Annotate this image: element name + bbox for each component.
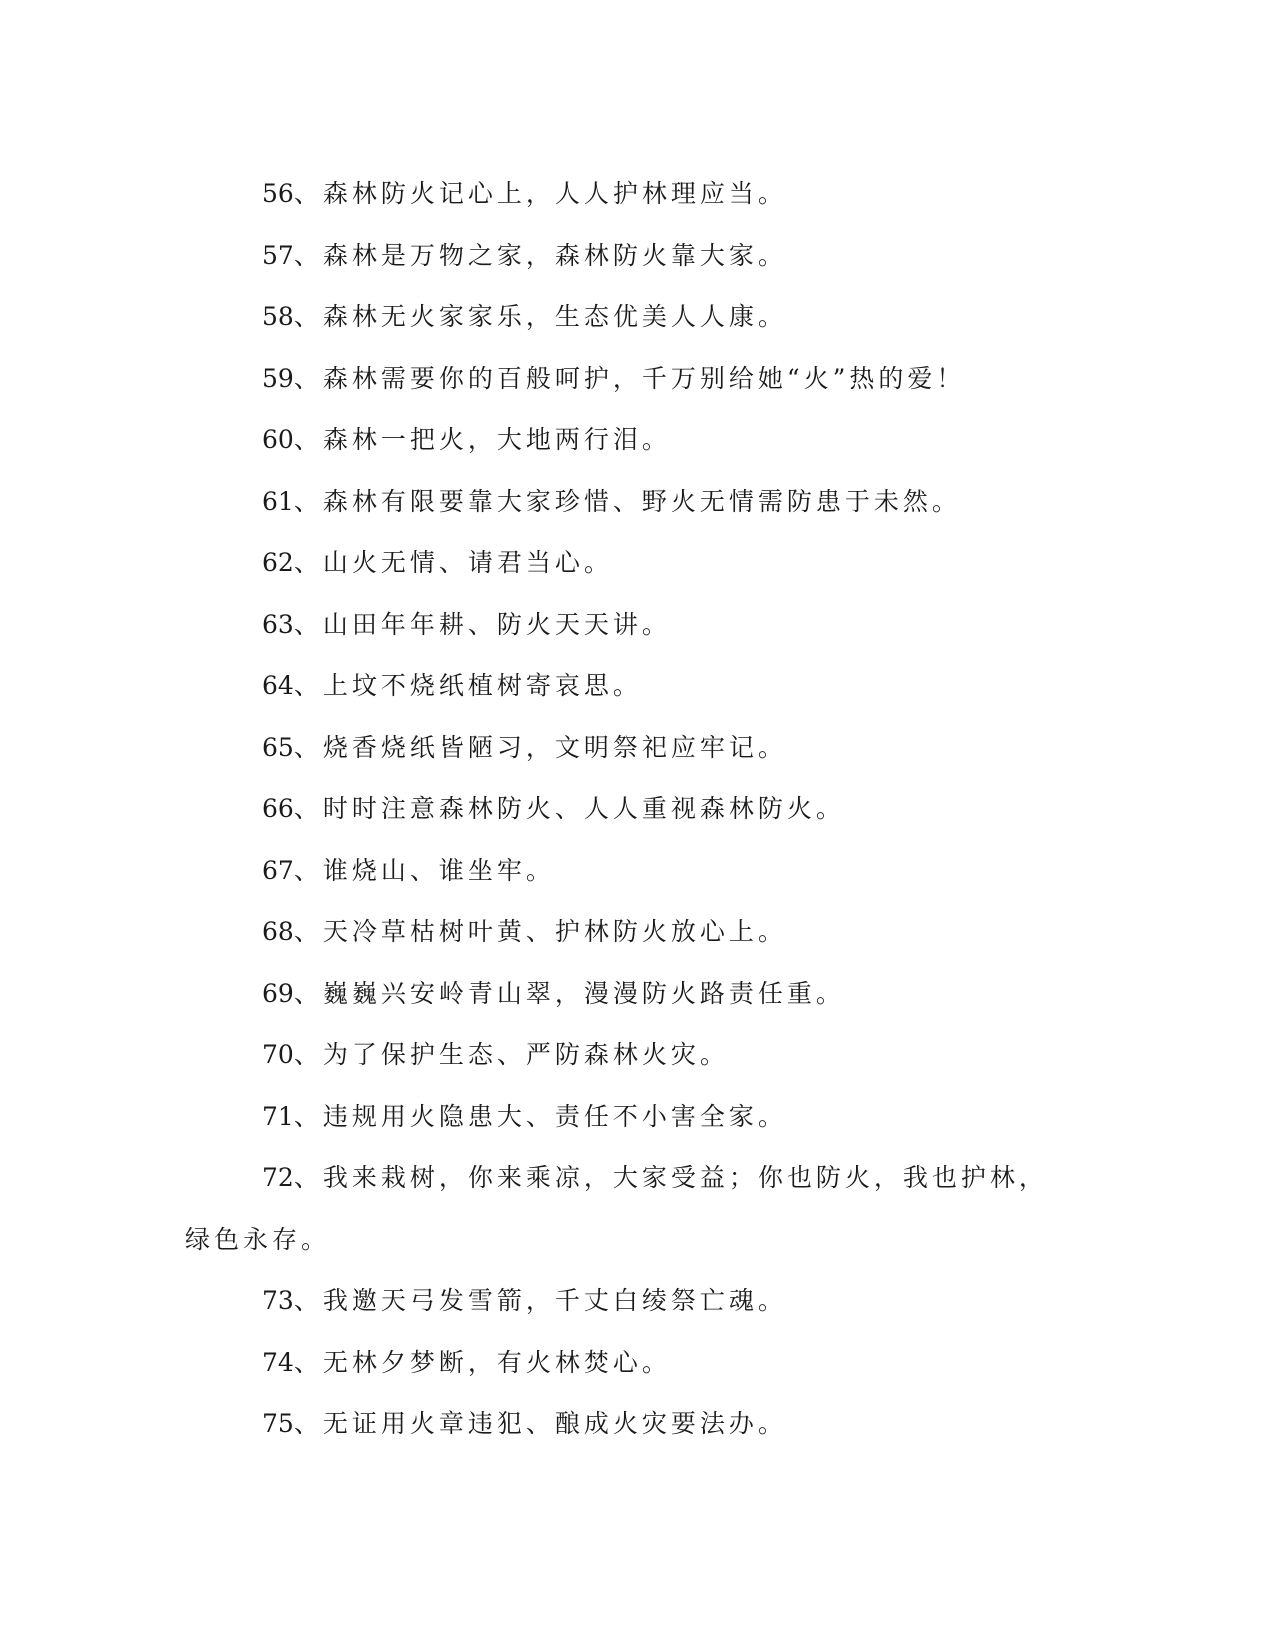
- slogan-item-72: [185, 1147, 1075, 1270]
- slogan-text: 、山火无情、请君当心。: [293, 548, 613, 577]
- slogan-item-66: [185, 778, 1075, 840]
- slogan-number: 67: [262, 855, 294, 885]
- slogan-number: 57: [262, 240, 294, 270]
- slogan-number: 61: [262, 486, 294, 516]
- slogan-number: 75: [262, 1409, 294, 1438]
- slogan-number: 68: [262, 917, 294, 946]
- slogan-item-68: [185, 901, 1075, 963]
- slogan-item-59: [185, 348, 1075, 410]
- slogan-item-69: [185, 963, 1075, 1025]
- slogan-text: 、时时注意森林防火、人人重视森林防火。: [293, 794, 845, 823]
- slogan-item-57: [185, 225, 1075, 287]
- slogan-number: 71: [262, 1101, 294, 1131]
- slogan-text: 、森林是万物之家，森林防火靠大家。: [293, 240, 787, 270]
- slogan-number: 70: [262, 1040, 294, 1069]
- slogan-text: 、巍巍兴安岭青山翠，漫漫防火路责任重。: [293, 978, 845, 1008]
- slogan-text: 、为了保护生态、严防森林火灾。: [293, 1040, 729, 1069]
- slogan-number: 60: [262, 425, 294, 454]
- slogan-item-63: [185, 594, 1075, 656]
- slogan-item-65: [185, 717, 1075, 779]
- slogan-item-73: [185, 1270, 1075, 1332]
- slogan-number: 72: [262, 1163, 294, 1192]
- slogan-item-56: [185, 163, 1075, 225]
- slogan-text: 、烧香烧纸皆陋习，文明祭祀应牢记。: [293, 732, 787, 762]
- slogan-number: 74: [262, 1347, 294, 1377]
- slogan-text: 、无林夕梦断，有火林焚心。: [293, 1347, 671, 1377]
- slogan-text: 、我邀天弓发雪箭，千丈白绫祭亡魂。: [293, 1286, 787, 1315]
- slogan-list: [185, 163, 1075, 1455]
- slogan-number: 64: [262, 671, 294, 700]
- slogan-number: 66: [262, 794, 294, 823]
- slogan-text: 、天冷草枯树叶黄、护林防火放心上。: [293, 917, 787, 946]
- slogan-number: 59: [262, 363, 294, 393]
- slogan-text: 、森林需要你的百般呵护，千万别给她“火”热的爱！: [293, 363, 966, 393]
- slogan-text: 、森林无火家家乐，生态优美人人康。: [293, 302, 787, 331]
- slogan-text: 、无证用火章违犯、酿成火灾要法办。: [293, 1409, 787, 1438]
- slogan-text: 、违规用火隐患大、责任不小害全家。: [293, 1101, 787, 1131]
- slogan-item-62: [185, 532, 1075, 594]
- slogan-number: 69: [262, 978, 294, 1008]
- slogan-text: 、森林有限要靠大家珍惜、野火无情需防患于未然。: [293, 486, 961, 516]
- slogan-text: 、山田年年耕、防火天天讲。: [293, 609, 671, 639]
- slogan-number: 65: [262, 732, 294, 762]
- slogan-item-64: [185, 655, 1075, 717]
- slogan-item-67: [185, 840, 1075, 902]
- slogan-item-70: [185, 1024, 1075, 1086]
- slogan-item-71: [185, 1086, 1075, 1148]
- slogan-number: 58: [262, 302, 294, 331]
- slogan-number: 56: [262, 179, 294, 208]
- slogan-text: 、谁烧山、谁坐牢。: [293, 855, 555, 885]
- slogan-text: 、森林防火记心上，人人护林理应当。: [293, 179, 787, 208]
- slogan-number: 62: [262, 548, 294, 577]
- slogan-text: 、我来栽树，你来乘凉，大家受益；你也防火，我也护林，绿色永存。: [185, 1163, 1048, 1254]
- slogan-item-75: [185, 1393, 1075, 1455]
- slogan-item-74: [185, 1332, 1075, 1394]
- slogan-text: 、上坟不烧纸植树寄哀思。: [293, 671, 642, 700]
- slogan-item-61: [185, 471, 1075, 533]
- slogan-item-60: [185, 409, 1075, 471]
- slogan-item-58: [185, 286, 1075, 348]
- slogan-text: 、森林一把火，大地两行泪。: [293, 425, 671, 454]
- slogan-number: 63: [262, 609, 294, 639]
- slogan-number: 73: [262, 1286, 294, 1315]
